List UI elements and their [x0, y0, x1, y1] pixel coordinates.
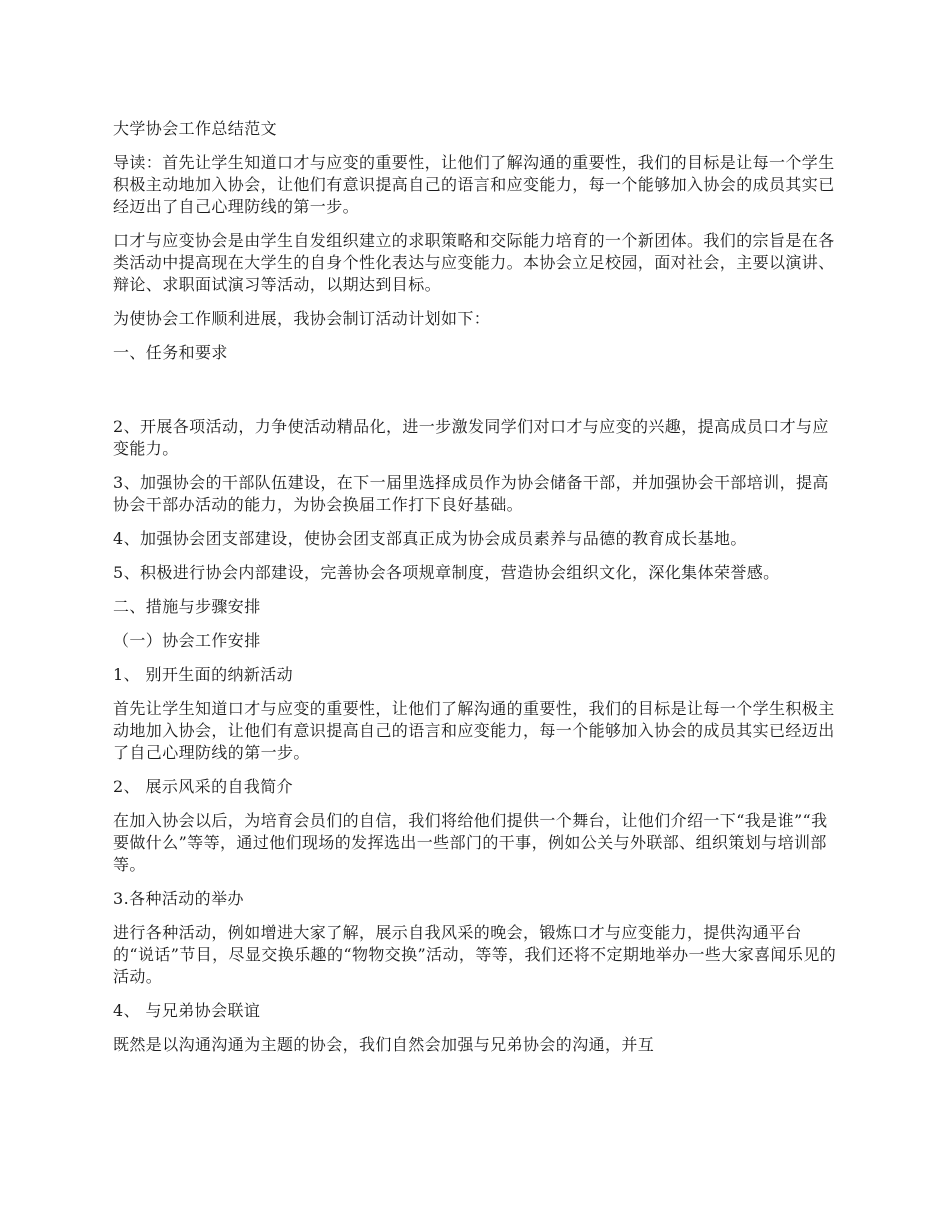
step-4-title: 4、 与兄弟协会联谊 [113, 1001, 261, 1020]
plan-paragraph: 为使协会工作顺利进展，我协会制订活动计划如下： [113, 309, 491, 328]
intro-paragraph: 导读：首先让学生知道口才与应变的重要性，让他们了解沟通的重要性，我们的目标是让每一个学生积极主动地加入协会，让他们有意识提高自己的语言和应变能力，每一个能够加入协会的成员其实已经迈出了自己心理防线的第一步。 [113, 153, 835, 216]
document-page [113, 118, 843, 1068]
step-3-text: 进行各种活动，例如增进大家了解，展示自我风采的晚会，锻炼口才与应变能力，提供沟通平台的“说话”节目，尽显交换乐趣的“物物交换”活动，等等，我们还将不定期地举办一些大家喜闻乐见的活动。 [113, 923, 837, 986]
document-title: 大学协会工作总结范文 [113, 119, 278, 138]
task-item-2: 2、开展各项活动，力争使活动精品化，进一步激发同学们对口才与应变的兴趣，提高成员口才与应变能力。 [113, 417, 829, 458]
step-2-title: 2、 展示风采的自我简介 [113, 777, 294, 796]
section-heading-measures: 二、措施与步骤安排 [113, 597, 261, 616]
section-heading-tasks: 一、任务和要求 [113, 343, 228, 362]
purpose-paragraph: 口才与应变协会是由学生自发组织建立的求职策略和交际能力培育的一个新团体。我们的宗旨是在各类活动中提高现在大学生的自身个性化表达与应变能力。本协会立足校园，面对社会，主要以演讲、辩论、求职面试演习等活动，以期达到目标。 [113, 231, 835, 294]
task-item-3: 3、加强协会的干部队伍建设，在下一届里选择成员作为协会储备干部，并加强协会干部培训，提高协会干部办活动的能力，为协会换届工作打下良好基础。 [113, 473, 829, 514]
task-item-4: 4、加强协会团支部建设，使协会团支部真正成为协会成员素养与品德的教育成长基地。 [113, 529, 747, 548]
task-item-5: 5、积极进行协会内部建设，完善协会各项规章制度，营造协会组织文化，深化集体荣誉感。 [113, 563, 780, 582]
step-1-text: 首先让学生知道口才与应变的重要性，让他们了解沟通的重要性，我们的目标是让每一个学生积极主动地加入协会，让他们有意识提高自己的语言和应变能力，每一个能够加入协会的成员其实已经迈出了自己心理防线的第一步。 [113, 699, 835, 762]
step-4-text: 既然是以沟通沟通为主题的协会，我们自然会加强与兄弟协会的沟通，并互 [113, 1035, 655, 1054]
sub-heading-arrangement: （一）协会工作安排 [113, 631, 261, 650]
blank-gap [113, 376, 843, 416]
step-2-text: 在加入协会以后，为培育会员们的自信，我们将给他们提供一个舞台，让他们介绍一下“我是谁”“我要做什么”等等，通过他们现场的发挥选出一些部门的干事，例如公关与外联部、组织策划与培训部等。 [113, 811, 828, 874]
step-1-title: 1、 别开生面的纳新活动 [113, 665, 294, 684]
step-3-title: 3.各种活动的举办 [113, 889, 244, 908]
